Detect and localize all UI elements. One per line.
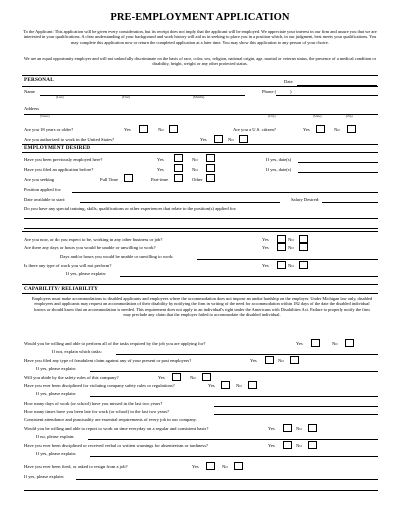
yes-label: Yes [124, 127, 131, 132]
q-report-on-time: Would you be willing and able to report to work on time everyday on a regular and consistent basis? [24, 426, 209, 431]
days-unable-no-checkbox[interactable] [299, 243, 308, 251]
name-hint-middle: (Middle) [193, 95, 205, 99]
yes-label: Yes [262, 263, 269, 268]
q-perform-tasks-yes-checkbox[interactable] [311, 339, 320, 347]
yes-label: Yes [268, 426, 275, 431]
q-days-missed-field[interactable] [214, 406, 378, 407]
no-label: No [236, 383, 242, 388]
q-disciplined-safety-yes-checkbox[interactable] [221, 381, 230, 389]
q-fraudulent-claim-yes-checkbox[interactable] [265, 356, 274, 364]
authorized-question: Are you authorized to work in the United States? [24, 137, 115, 142]
q-fraudulent-claim-no-checkbox[interactable] [290, 356, 299, 364]
section-heading-capability: CAPABILITY/ RELIABILITY [24, 286, 99, 292]
age-no-checkbox[interactable] [169, 125, 178, 133]
citizen-no-checkbox[interactable] [347, 125, 356, 133]
q-fraudulent-claim-explain-field[interactable] [90, 371, 378, 372]
citizen-yes-checkbox[interactable] [316, 125, 325, 133]
q-fired-explain-field[interactable] [76, 479, 378, 480]
q-safety-rules-no-checkbox[interactable] [202, 373, 211, 381]
q-perform-tasks-sub: If not, explain which tasks: [52, 349, 102, 354]
q-safety-rules-yes-checkbox[interactable] [172, 373, 181, 381]
q-report-on-time-explain-field[interactable] [88, 439, 378, 440]
other-checkbox[interactable] [206, 174, 215, 182]
type-not-perform-no-checkbox[interactable] [299, 261, 308, 269]
q-fired-sub: If yes, please explain: [24, 474, 65, 479]
age-question: Are you 18 years or older? [24, 127, 74, 132]
phone-close-paren: ) [290, 89, 292, 94]
special-training-line-1[interactable] [24, 218, 378, 219]
yes-label: Yes [158, 375, 165, 380]
no-label: No [288, 245, 294, 250]
q-fraudulent-claim-sub: If yes, please explain: [36, 366, 77, 371]
special-training-line-2[interactable] [24, 228, 378, 229]
yes-label: Yes [157, 167, 164, 172]
authorized-yes-checkbox[interactable] [214, 135, 223, 143]
date-start-field[interactable] [80, 202, 280, 203]
if-yes-dates-label: If yes, date(s) [266, 157, 292, 162]
prev-employed-no-checkbox[interactable] [206, 154, 215, 162]
if-yes-explain-label: If yes, please explain: [66, 271, 107, 276]
date-start-label: Date available to start: [24, 197, 66, 202]
days-hours-label: Days and/or hours you would be unable or unwilling to work: [60, 254, 174, 259]
no-label: No [334, 127, 340, 132]
section-divider [22, 231, 378, 232]
section-heading-employment: EMPLOYMENT DESIRED [24, 145, 91, 151]
name-field[interactable] [40, 95, 245, 96]
yes-label: Yes [262, 237, 269, 242]
q-disciplined-absenteeism-explain-field[interactable] [90, 456, 378, 457]
address-field[interactable] [24, 114, 378, 115]
section-divider [22, 75, 378, 76]
prev-employed-yes-checkbox[interactable] [174, 154, 183, 162]
other-business-yes-checkbox[interactable] [277, 235, 286, 243]
full-time-checkbox[interactable] [124, 174, 133, 182]
authorized-no-checkbox[interactable] [239, 135, 248, 143]
salary-label: Salary Desired: [291, 197, 320, 202]
phone-field[interactable] [276, 95, 378, 96]
q-perform-tasks-no-checkbox[interactable] [345, 339, 354, 347]
prev-employed-dates-field[interactable] [298, 162, 378, 163]
q-times-late: How many times have you been late for work (or school) in the last two years? [24, 409, 170, 414]
no-label: No [190, 375, 196, 380]
q-fired: Have you ever been fired, or asked to resign from a job? [24, 464, 128, 469]
yes-label: Yes [303, 127, 310, 132]
q-fired-no-checkbox[interactable] [234, 462, 243, 470]
section-divider [22, 284, 378, 285]
name-hint-last: (Last) [56, 95, 64, 99]
phone-label: Phone ( [262, 89, 277, 94]
type-not-perform-question: Is there any type of work you will not perform? [24, 263, 112, 268]
no-label: No [296, 426, 302, 431]
q-report-on-time-no-checkbox[interactable] [308, 424, 317, 432]
other-business-no-checkbox[interactable] [299, 235, 308, 243]
age-yes-checkbox[interactable] [139, 125, 148, 133]
q-disciplined-absenteeism: Have you ever been disciplined or received verbal or written warnings for absenteeism or tardiness? [24, 443, 208, 448]
q-fired-yes-checkbox[interactable] [206, 462, 215, 470]
yes-label: Yes [200, 137, 207, 142]
address-label: Address [24, 106, 40, 111]
section-divider [22, 293, 378, 294]
q-fired-explain-line-2[interactable] [24, 490, 378, 491]
q-perform-tasks-explain-field[interactable] [116, 354, 378, 355]
address-hint-state: (State) [313, 114, 322, 118]
no-label: No [288, 263, 294, 268]
q-disciplined-absenteeism-yes-checkbox[interactable] [283, 441, 292, 449]
q-disciplined-safety-explain-field[interactable] [90, 396, 378, 397]
section-divider [22, 86, 378, 87]
seeking-label: Are you seeking [24, 177, 55, 182]
type-not-perform-explain-field[interactable] [120, 276, 378, 277]
no-label: No [192, 157, 198, 162]
position-field[interactable] [72, 192, 378, 193]
q-safety-rules: Will you abide by the safety rules of this company? [24, 375, 119, 380]
name-hint-first: (First) [122, 95, 130, 99]
no-label: No [222, 464, 228, 469]
intro-paragraph: To the Applicant: This application will be given every consideration, but its receipt does not imply that the applicant will be employed. We appreciate your interest in our firm and assure you that we are interested in your qualifications. A clear understanding of your background and work history will aid us in seeking to place you in a position which, in our judgment, best meets your qualifications. You may complete this application now or return the completed application at a later time. You may show this application to any person of your choice. [23, 29, 377, 45]
prev-applied-dates-field[interactable] [298, 172, 378, 173]
q-disciplined-safety-no-checkbox[interactable] [248, 381, 257, 389]
prev-applied-yes-checkbox[interactable] [174, 164, 183, 172]
citizen-question: Are you a U.S. citizen? [233, 127, 276, 132]
no-label: No [296, 443, 302, 448]
type-not-perform-yes-checkbox[interactable] [277, 261, 286, 269]
yes-label: Yes [262, 245, 269, 250]
no-label: No [192, 167, 198, 172]
prev-applied-no-checkbox[interactable] [206, 164, 215, 172]
part-time-label: Part-time [151, 177, 169, 182]
q-disciplined-absenteeism-no-checkbox[interactable] [308, 441, 317, 449]
address-hint-city: (City) [268, 114, 276, 118]
full-time-label: Full Time [100, 177, 119, 182]
q-report-on-time-sub: If no, please explain: [36, 434, 75, 439]
other-label: Other [192, 177, 203, 182]
position-label: Position applied for: [24, 187, 62, 192]
q-disciplined-safety: Have you ever been disciplined for violating company safety rules or regulations? [24, 383, 175, 388]
if-yes-dates-label: If yes, date(s) [266, 167, 292, 172]
no-label: No [278, 358, 284, 363]
part-time-checkbox[interactable] [174, 174, 183, 182]
yes-label: Yes [250, 358, 257, 363]
yes-label: Yes [296, 341, 303, 346]
no-label: No [332, 341, 338, 346]
yes-label: Yes [208, 383, 215, 388]
q-attendance-note: Consistent attendance and punctuality are essential requirements of every job in our company. [24, 417, 197, 422]
days-unable-yes-checkbox[interactable] [277, 243, 286, 251]
no-label: No [158, 127, 164, 132]
prev-employed-question: Have you been previously employed here? [24, 157, 103, 162]
q-times-late-field[interactable] [214, 414, 378, 415]
q-report-on-time-yes-checkbox[interactable] [283, 424, 292, 432]
accommodation-paragraph: Employers must make accommodations to disabled applicants and employees where the accommodation does not impose an undue hardship on the employer. Under Michigan law only, disabled employees and applicants may request an accommodation of their disability by notifying the firm in writing of the need for accommodation within 182 days of the date the disabled individual knows or should know that an accommodation is needed. This requirement does not apply to an individual's right under the Americans with Disabilities Act. Failure to properly notify the firm may preclude any claim that the employer failed to accommodate the disabled individual. [31, 296, 373, 317]
days-hours-field[interactable] [197, 259, 378, 260]
section-divider [22, 152, 378, 153]
q-perform-tasks: Would you be willing and able to perform all of the tasks required by the job you are applying for? [24, 341, 206, 346]
yes-label: Yes [192, 464, 199, 469]
other-business-question: Are you now, or do you expect to be, working in any other business or job? [24, 237, 163, 242]
page-title: PRE-EMPLOYMENT APPLICATION [110, 12, 290, 23]
q-days-missed: How many days of work (or school) have you missed in the last two years? [24, 401, 163, 406]
salary-field[interactable] [322, 202, 378, 203]
section-heading-personal: PERSONAL [24, 77, 54, 83]
address-hint-zip: (Zip) [346, 114, 353, 118]
special-training-question: Do you have any special training, skills, qualifications or other experiences that relate to the position(s) applied for: [24, 206, 237, 211]
address-hint-street: (Street) [40, 114, 50, 118]
q-fraudulent-claim: Have you filed any type of fraudulent claim against any of your present or past employers? [24, 358, 192, 363]
q-disciplined-safety-sub: If yes, please explain: [36, 391, 77, 396]
q-disciplined-absenteeism-sub: If yes, please explain: [36, 451, 77, 456]
no-label: No [228, 137, 234, 142]
yes-label: Yes [157, 157, 164, 162]
yes-label: Yes [268, 443, 275, 448]
prev-applied-question: Have you filed an application before? [24, 167, 94, 172]
date-label: Date [284, 79, 293, 84]
no-label: No [288, 237, 294, 242]
days-unable-question: Are there any days or hours you would be unable or unwilling to work? [24, 245, 156, 250]
eeo-paragraph: We are an equal opportunity employer and will not unlawfully discriminate on the basis of race, color, sex, religion, national origin, age, marital or veteran status, the presence of a medical condition or disability, height, weight or any other protected status. [23, 56, 377, 67]
name-label: Name [24, 89, 35, 94]
